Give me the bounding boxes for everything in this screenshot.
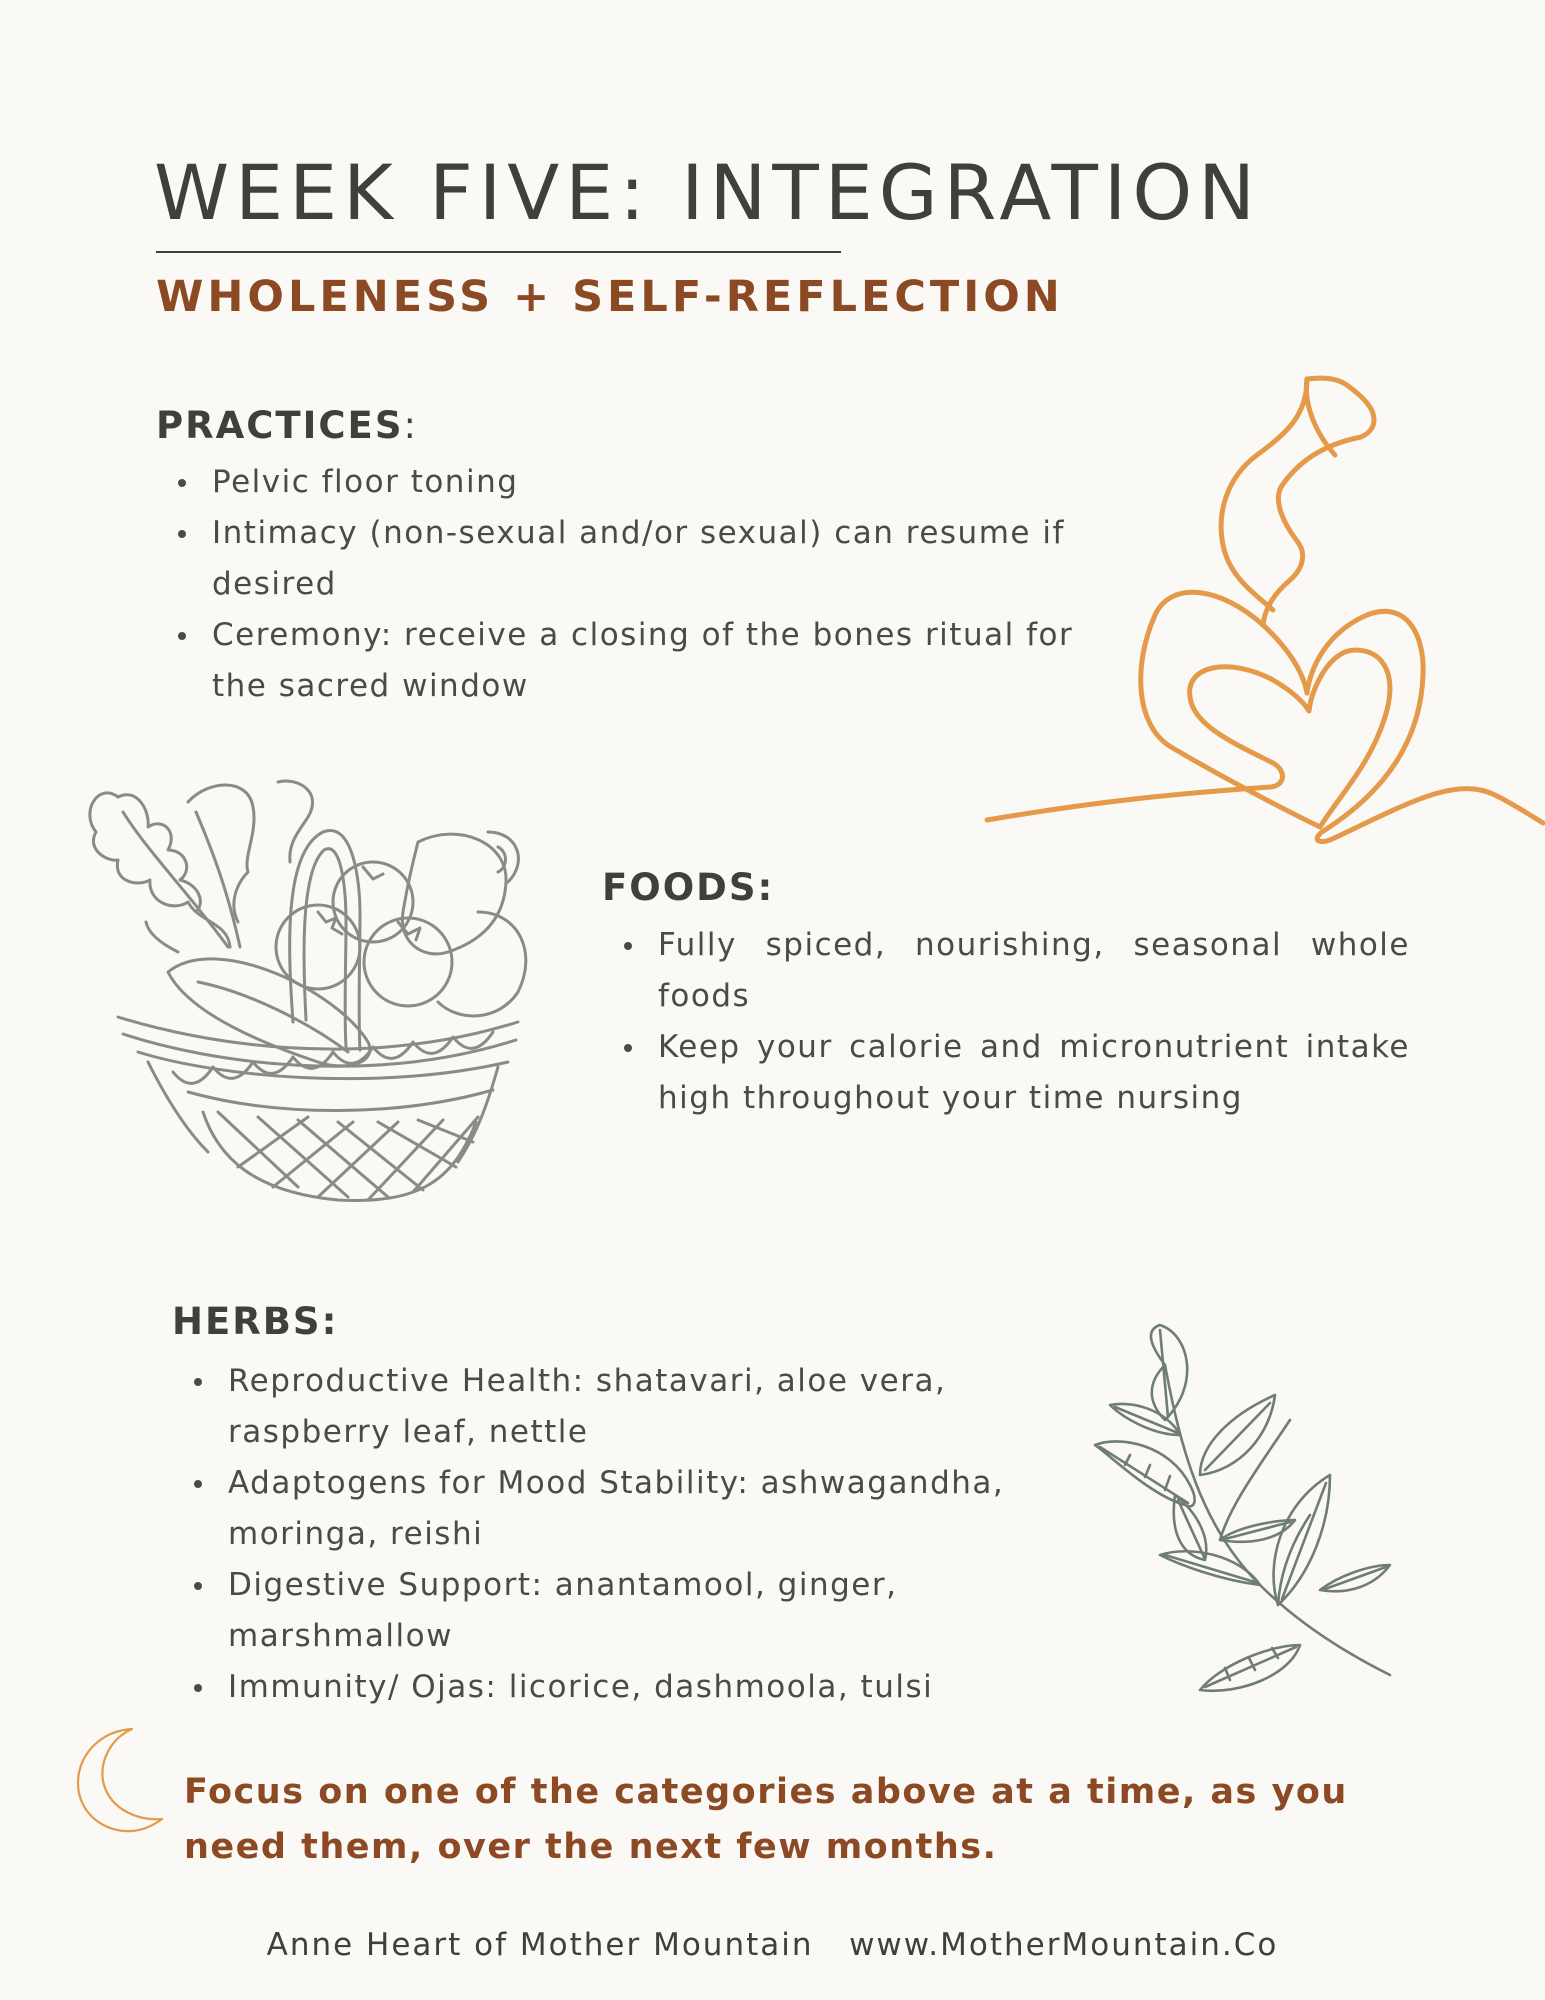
leaf-branch-icon xyxy=(1090,1325,1400,1710)
footer-credit: Anne Heart of Mother Mountain www.MotherMountain.Co xyxy=(266,1927,1279,1963)
list-item: Immunity/ Ojas: licorice, dashmoola, tulsi xyxy=(172,1662,1092,1713)
list-item: Keep your calorie and micronutrient intake high throughout your time nursing xyxy=(602,1022,1410,1124)
list-item: Digestive Support: anantamool, ginger, marshmallow xyxy=(172,1560,1092,1662)
practices-heading-colon: : xyxy=(403,404,418,447)
practices-heading xyxy=(156,404,418,447)
list-item: Reproductive Health: shatavari, aloe vera, raspberry leaf, nettle xyxy=(172,1356,1092,1458)
title-underline xyxy=(156,251,841,253)
list-item: Pelvic floor toning xyxy=(156,457,1116,508)
vegetable-basket-icon xyxy=(78,772,568,1212)
page-title: WEEK FIVE: INTEGRATION xyxy=(154,148,1262,237)
page-subtitle: WHOLENESS + SELF-REFLECTION xyxy=(156,272,1064,322)
practices-heading-label: PRACTICES xyxy=(156,404,404,447)
foods-list xyxy=(602,920,1410,1124)
list-item: Intimacy (non-sexual and/or sexual) can resume if desired xyxy=(156,508,1116,610)
crescent-moon-icon xyxy=(70,1725,175,1835)
list-item: Fully spiced, nourishing, seasonal whole foods xyxy=(602,920,1410,1022)
list-item: Ceremony: receive a closing of the bones ritual for the sacred window xyxy=(156,610,1116,712)
foods-heading: FOODS: xyxy=(602,866,775,909)
list-item: Adaptogens for Mood Stability: ashwagandha, moringa, reishi xyxy=(172,1458,1092,1560)
practices-list xyxy=(156,457,1116,712)
herbs-heading: HERBS: xyxy=(172,1300,339,1343)
herbs-list xyxy=(172,1356,1092,1713)
focus-callout: Focus on one of the categories above at a time, as you need them, over the next few months. xyxy=(184,1772,1348,1867)
